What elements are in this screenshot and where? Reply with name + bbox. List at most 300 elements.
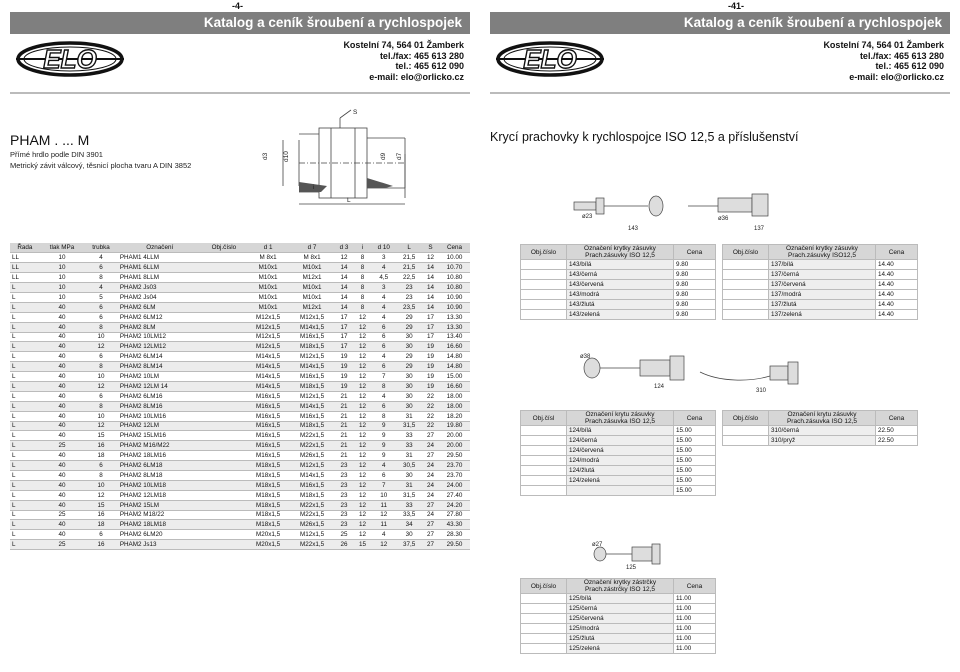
- table-cell: 8: [354, 253, 371, 263]
- table-cell: M16x1,5: [290, 332, 334, 342]
- table-cell: 18: [84, 520, 118, 530]
- table-cell: 12: [354, 461, 371, 471]
- designation-cell: 143/zelená: [567, 310, 674, 320]
- table-cell: M10x1: [246, 283, 290, 293]
- table-cell: M16x1,5: [246, 411, 290, 421]
- page-number: -4-: [232, 1, 243, 11]
- table-cell: M14x1,5: [246, 362, 290, 372]
- table-cell: 18.00: [439, 401, 470, 411]
- table-cell: PHAM2 6LM: [118, 302, 202, 312]
- table-cell: 22: [422, 421, 439, 431]
- designation-cell: 143/černá: [567, 270, 674, 280]
- table-cell: 30: [396, 401, 421, 411]
- svg-text:ELO: ELO: [43, 44, 97, 74]
- table-cell: 31,5: [396, 490, 421, 500]
- table-row: [10, 273, 470, 283]
- table-cell: 21: [334, 421, 354, 431]
- table-cell: [202, 500, 246, 510]
- table-cell: PHAM1 4LLM: [118, 253, 202, 263]
- contact-fax: tel./fax: 465 613 280: [379, 50, 464, 61]
- table-cell: PHAM2 6LM16: [118, 391, 202, 401]
- table-row: [10, 441, 470, 451]
- table-cell: 30: [396, 381, 421, 391]
- table-cell: 31: [396, 451, 421, 461]
- section-title: Krycí prachovky k rychlospojce ISO 12,5 a příslušenství: [490, 130, 799, 144]
- table-cell: L: [10, 441, 40, 451]
- table-cell: 8: [354, 273, 371, 283]
- table-cell: 40: [40, 362, 84, 372]
- table-cell: 19: [334, 372, 354, 382]
- table-cell: 6: [84, 302, 118, 312]
- table-row: [723, 260, 918, 270]
- price-cell: 14.40: [876, 300, 918, 310]
- table-cell: 40: [40, 391, 84, 401]
- table-cell: 16: [84, 441, 118, 451]
- table-row: [521, 624, 716, 634]
- table-cell: 6: [84, 530, 118, 540]
- table-cell: PHAM2 18LM18: [118, 520, 202, 530]
- table-row: [10, 530, 470, 540]
- table-cell: 9: [371, 451, 396, 461]
- table-cell: PHAM2 Js04: [118, 292, 202, 302]
- table-cell: 16.60: [439, 342, 470, 352]
- table-row: [521, 594, 716, 604]
- table-cell: 43.30: [439, 520, 470, 530]
- table-cell: 40: [40, 480, 84, 490]
- table-cell: L: [10, 381, 40, 391]
- table-cell: M18x1,5: [246, 470, 290, 480]
- contact-email: e-mail: elo@orlicko.cz: [849, 71, 944, 82]
- price-cell: 9.80: [674, 310, 716, 320]
- table-header-row: [723, 411, 918, 426]
- table-cell: 40: [40, 411, 84, 421]
- table-cell: M16x1,5: [246, 391, 290, 401]
- table-cell: 24: [422, 441, 439, 451]
- page-number: -41-: [728, 1, 745, 11]
- table-cell: [202, 302, 246, 312]
- table-cell: 12: [354, 421, 371, 431]
- table-cell: [202, 441, 246, 451]
- table-cell: 18.00: [439, 391, 470, 401]
- table-cell: 16: [84, 510, 118, 520]
- table-cell: 10: [40, 253, 84, 263]
- table-cell: LL: [10, 273, 40, 283]
- table-cell: 6: [84, 352, 118, 362]
- table-cell: 29: [396, 312, 421, 322]
- contact-block: [343, 40, 464, 82]
- table-cell: 14.80: [439, 362, 470, 372]
- table-cell: 12: [354, 362, 371, 372]
- designation-cell: 143/modrá: [567, 290, 674, 300]
- col-price: Cena: [876, 411, 918, 426]
- obj-cell: [723, 310, 769, 320]
- table-cell: 30: [396, 372, 421, 382]
- table-row: [521, 446, 716, 456]
- table-cell: M12x1,5: [290, 312, 334, 322]
- table-cell: 12: [354, 322, 371, 332]
- table-cell: PHAM2 M18/22: [118, 510, 202, 520]
- table-cell: 18.20: [439, 411, 470, 421]
- table-cell: 14: [334, 292, 354, 302]
- table-124-covers: [520, 410, 716, 496]
- table-row: [521, 634, 716, 644]
- col-obj: Obj.čísl: [521, 411, 567, 426]
- table-header-row: [10, 243, 470, 253]
- table-cell: 8: [84, 322, 118, 332]
- price-cell: 11.00: [674, 614, 716, 624]
- obj-cell: [723, 270, 769, 280]
- table-header-row: [521, 411, 716, 426]
- table-cell: 19: [422, 381, 439, 391]
- table-cell: 15.00: [439, 372, 470, 382]
- table-cell: 19: [422, 362, 439, 372]
- price-cell: 14.40: [876, 280, 918, 290]
- table-row: [723, 280, 918, 290]
- table-cell: 8: [84, 401, 118, 411]
- table-cell: 40: [40, 322, 84, 332]
- label-i: i: [313, 184, 315, 191]
- table-cell: L: [10, 401, 40, 411]
- col-d7: d 7: [290, 243, 334, 253]
- price-cell: 15.00: [674, 456, 716, 466]
- obj-cell: [723, 426, 769, 436]
- table-cell: 21: [334, 431, 354, 441]
- designation-cell: 137/bílá: [769, 260, 876, 270]
- table-cell: M20x1,5: [246, 530, 290, 540]
- table-cell: M20x1,5: [246, 540, 290, 550]
- table-cell: 28.30: [439, 530, 470, 540]
- table-cell: 14: [334, 302, 354, 312]
- table-row: [521, 476, 716, 486]
- table-cell: 6: [84, 391, 118, 401]
- label-310: 310: [756, 388, 767, 394]
- table-cell: M18x1,5: [246, 480, 290, 490]
- table-cell: 10.90: [439, 302, 470, 312]
- table-cell: L: [10, 302, 40, 312]
- table-cell: 10: [84, 411, 118, 421]
- table-row: [521, 300, 716, 310]
- table-cell: M16x1,5: [290, 372, 334, 382]
- table-cell: [202, 253, 246, 263]
- table-cell: M10x1: [290, 292, 334, 302]
- col-oznaceni: Označení: [118, 243, 202, 253]
- contact-address: Kostelní 74, 564 01 Žamberk: [343, 40, 464, 50]
- table-cell: M 8x1: [290, 253, 334, 263]
- table-cell: 12: [371, 510, 396, 520]
- table-cell: 10.80: [439, 283, 470, 293]
- table-cell: 17: [334, 342, 354, 352]
- table-cell: 17: [422, 332, 439, 342]
- table-row: [723, 300, 918, 310]
- table-cell: 31,5: [396, 421, 421, 431]
- table-cell: 23.70: [439, 470, 470, 480]
- table-cell: 30: [396, 332, 421, 342]
- table-cell: L: [10, 500, 40, 510]
- table-cell: M12x1,5: [246, 322, 290, 332]
- table-cell: 40: [40, 312, 84, 322]
- table-cell: 20.00: [439, 431, 470, 441]
- table-cell: [202, 342, 246, 352]
- obj-cell: [521, 476, 567, 486]
- table-cell: 27: [422, 530, 439, 540]
- table-cell: [202, 312, 246, 322]
- table-cell: 8: [354, 263, 371, 273]
- table-cell: 12: [354, 490, 371, 500]
- table-cell: 14: [334, 283, 354, 293]
- table-cell: 31: [396, 411, 421, 421]
- table-cell: L: [10, 431, 40, 441]
- table-cell: 21: [334, 411, 354, 421]
- table-143-caps: [520, 244, 716, 320]
- obj-cell: [723, 436, 769, 446]
- designation-cell: 124/zelená: [567, 476, 674, 486]
- table-cell: M10x1: [246, 273, 290, 283]
- obj-cell: [521, 624, 567, 634]
- table-cell: 23: [334, 510, 354, 520]
- table-row: [521, 436, 716, 446]
- table-cell: L: [10, 332, 40, 342]
- table-cell: L: [10, 490, 40, 500]
- obj-cell: [521, 466, 567, 476]
- table-cell: PHAM2 8LM14: [118, 362, 202, 372]
- table-cell: 19: [334, 352, 354, 362]
- designation-cell: 125/černá: [567, 604, 674, 614]
- table-cell: [202, 391, 246, 401]
- price-cell: 11.00: [674, 604, 716, 614]
- table-cell: 17: [334, 312, 354, 322]
- label-143: 143: [628, 226, 639, 232]
- table-row: [521, 260, 716, 270]
- table-cell: 6: [371, 401, 396, 411]
- table-cell: PHAM2 10LM12: [118, 332, 202, 342]
- table-cell: M26x1,5: [290, 451, 334, 461]
- col-name: Označení krytky zásuvky Prach.zásuvky ISO 12,5: [567, 245, 674, 260]
- table-cell: 27: [422, 500, 439, 510]
- table-cell: 17: [334, 332, 354, 342]
- table-cell: M18x1,5: [246, 510, 290, 520]
- table-row: [10, 381, 470, 391]
- table-cell: 6: [84, 263, 118, 273]
- table-cell: M12x1,5: [290, 391, 334, 401]
- table-cell: 15: [84, 431, 118, 441]
- table-cell: 12: [84, 342, 118, 352]
- table-row: [10, 421, 470, 431]
- table-cell: M12x1,5: [290, 530, 334, 540]
- designation-cell: 137/zelená: [769, 310, 876, 320]
- label-d9: d9: [380, 152, 387, 160]
- price-cell: 9.80: [674, 300, 716, 310]
- designation-cell: 125/bílá: [567, 594, 674, 604]
- table-cell: [202, 451, 246, 461]
- col-obj: Obj.číslo: [202, 243, 246, 253]
- table-cell: 30: [396, 342, 421, 352]
- label-s: S: [353, 109, 358, 116]
- table-cell: 13.40: [439, 332, 470, 342]
- table-cell: 24.20: [439, 500, 470, 510]
- table-row: [10, 540, 470, 550]
- price-cell: 22.50: [876, 426, 918, 436]
- price-cell: 14.40: [876, 260, 918, 270]
- label-d38: ø38: [580, 354, 591, 360]
- table-cell: PHAM2 8LM: [118, 322, 202, 332]
- table-cell: 23: [334, 500, 354, 510]
- price-cell: 15.00: [674, 426, 716, 436]
- table-cell: [202, 421, 246, 431]
- table-cell: 23: [334, 520, 354, 530]
- table-row: [10, 480, 470, 490]
- table-cell: 12: [422, 253, 439, 263]
- table-cell: 40: [40, 372, 84, 382]
- table-cell: M12x1: [290, 273, 334, 283]
- table-cell: 10: [40, 273, 84, 283]
- table-cell: 10: [40, 283, 84, 293]
- table-cell: PHAM2 12LM: [118, 421, 202, 431]
- table-cell: 13.30: [439, 322, 470, 332]
- obj-cell: [521, 290, 567, 300]
- fitting-drawing: [255, 104, 460, 210]
- table-cell: M12x1,5: [290, 461, 334, 471]
- divider: [490, 92, 950, 94]
- table-cell: L: [10, 411, 40, 421]
- table-cell: 15: [354, 540, 371, 550]
- elo-logo: [12, 38, 132, 80]
- table-cell: [202, 480, 246, 490]
- table-cell: L: [10, 520, 40, 530]
- table-cell: 33,5: [396, 510, 421, 520]
- designation-cell: 124/modrá: [567, 456, 674, 466]
- obj-cell: [521, 456, 567, 466]
- table-cell: 21: [334, 451, 354, 461]
- table-cell: M22x1,5: [290, 441, 334, 451]
- table-cell: 8: [371, 381, 396, 391]
- table-cell: 4: [371, 292, 396, 302]
- obj-cell: [521, 614, 567, 624]
- table-125-plug-caps: [520, 578, 716, 654]
- table-row: [10, 401, 470, 411]
- table-cell: 6: [371, 362, 396, 372]
- table-cell: 21: [334, 441, 354, 451]
- table-cell: 23.70: [439, 461, 470, 471]
- table-cell: [202, 470, 246, 480]
- obj-cell: [521, 260, 567, 270]
- table-cell: 7: [371, 480, 396, 490]
- col-cena: Cena: [439, 243, 470, 253]
- price-cell: 15.00: [674, 486, 716, 496]
- price-cell: 14.40: [876, 310, 918, 320]
- table-cell: 10: [40, 263, 84, 273]
- designation-cell: 124/černá: [567, 436, 674, 446]
- table-cell: 10: [84, 372, 118, 382]
- table-cell: 14: [422, 263, 439, 273]
- table-cell: 40: [40, 302, 84, 312]
- table-cell: 6: [84, 461, 118, 471]
- table-cell: M18x1,5: [290, 421, 334, 431]
- table-cell: 23: [334, 470, 354, 480]
- table-cell: 8: [84, 470, 118, 480]
- designation-cell: 137/žlutá: [769, 300, 876, 310]
- table-cell: 24: [422, 490, 439, 500]
- table-cell: 4: [371, 461, 396, 471]
- col-obj: Obj.číslo: [521, 245, 567, 260]
- label-d23: ø23: [582, 214, 593, 220]
- designation-cell: [567, 486, 674, 496]
- table-cell: 3: [371, 253, 396, 263]
- obj-cell: [723, 300, 769, 310]
- table-cell: [202, 381, 246, 391]
- table-row: [10, 362, 470, 372]
- table-cell: 4: [371, 352, 396, 362]
- table-row: [10, 431, 470, 441]
- label-d27: ø27: [592, 542, 603, 548]
- col-l: L: [396, 243, 421, 253]
- designation-cell: 143/žlutá: [567, 300, 674, 310]
- table-cell: 25: [334, 530, 354, 540]
- table-cell: 10.80: [439, 273, 470, 283]
- table-cell: PHAM2 6LM20: [118, 530, 202, 540]
- table-310-covers: [722, 410, 918, 446]
- table-row: [10, 500, 470, 510]
- table-cell: 23: [334, 490, 354, 500]
- col-i: i: [354, 243, 371, 253]
- table-cell: 4: [371, 530, 396, 540]
- table-cell: 12: [354, 342, 371, 352]
- price-cell: 9.80: [674, 260, 716, 270]
- table-cell: 4: [371, 312, 396, 322]
- table-row: [10, 520, 470, 530]
- table-cell: 24.00: [439, 480, 470, 490]
- table-cell: 12: [84, 381, 118, 391]
- table-row: [10, 451, 470, 461]
- price-cell: 15.00: [674, 446, 716, 456]
- table-cell: M14x1,5: [290, 470, 334, 480]
- table-cell: LL: [10, 253, 40, 263]
- table-cell: 40: [40, 490, 84, 500]
- price-cell: 15.00: [674, 466, 716, 476]
- label-137: 137: [754, 226, 765, 232]
- table-row: [10, 322, 470, 332]
- table-cell: 40: [40, 421, 84, 431]
- table-cell: M18x1,5: [290, 342, 334, 352]
- table-row: [10, 292, 470, 302]
- table-cell: [202, 273, 246, 283]
- table-cell: 6: [371, 342, 396, 352]
- table-cell: M22x1,5: [290, 540, 334, 550]
- label-d7: d7: [396, 152, 403, 160]
- label-d36: ø36: [718, 216, 729, 222]
- svg-text:ELO: ELO: [523, 44, 577, 74]
- table-cell: 6: [371, 332, 396, 342]
- contact-fax: tel./fax: 465 613 280: [859, 50, 944, 61]
- table-cell: 19: [334, 362, 354, 372]
- designation-cell: 143/červená: [567, 280, 674, 290]
- price-cell: 15.00: [674, 476, 716, 486]
- table-cell: 29: [396, 362, 421, 372]
- table-cell: 12: [354, 510, 371, 520]
- table-row: [10, 263, 470, 273]
- table-cell: PHAM1 8LLM: [118, 273, 202, 283]
- table-cell: 40: [40, 381, 84, 391]
- table-cell: M12x1,5: [290, 352, 334, 362]
- obj-cell: [521, 446, 567, 456]
- table-cell: M16x1,5: [290, 480, 334, 490]
- col-obj: Obj.číslo: [723, 411, 769, 426]
- table-cell: 23: [396, 292, 421, 302]
- table-cell: 30,5: [396, 461, 421, 471]
- col-d3: d 3: [334, 243, 354, 253]
- table-cell: 13.30: [439, 312, 470, 322]
- table-cell: M18x1,5: [246, 500, 290, 510]
- table-cell: 20.00: [439, 441, 470, 451]
